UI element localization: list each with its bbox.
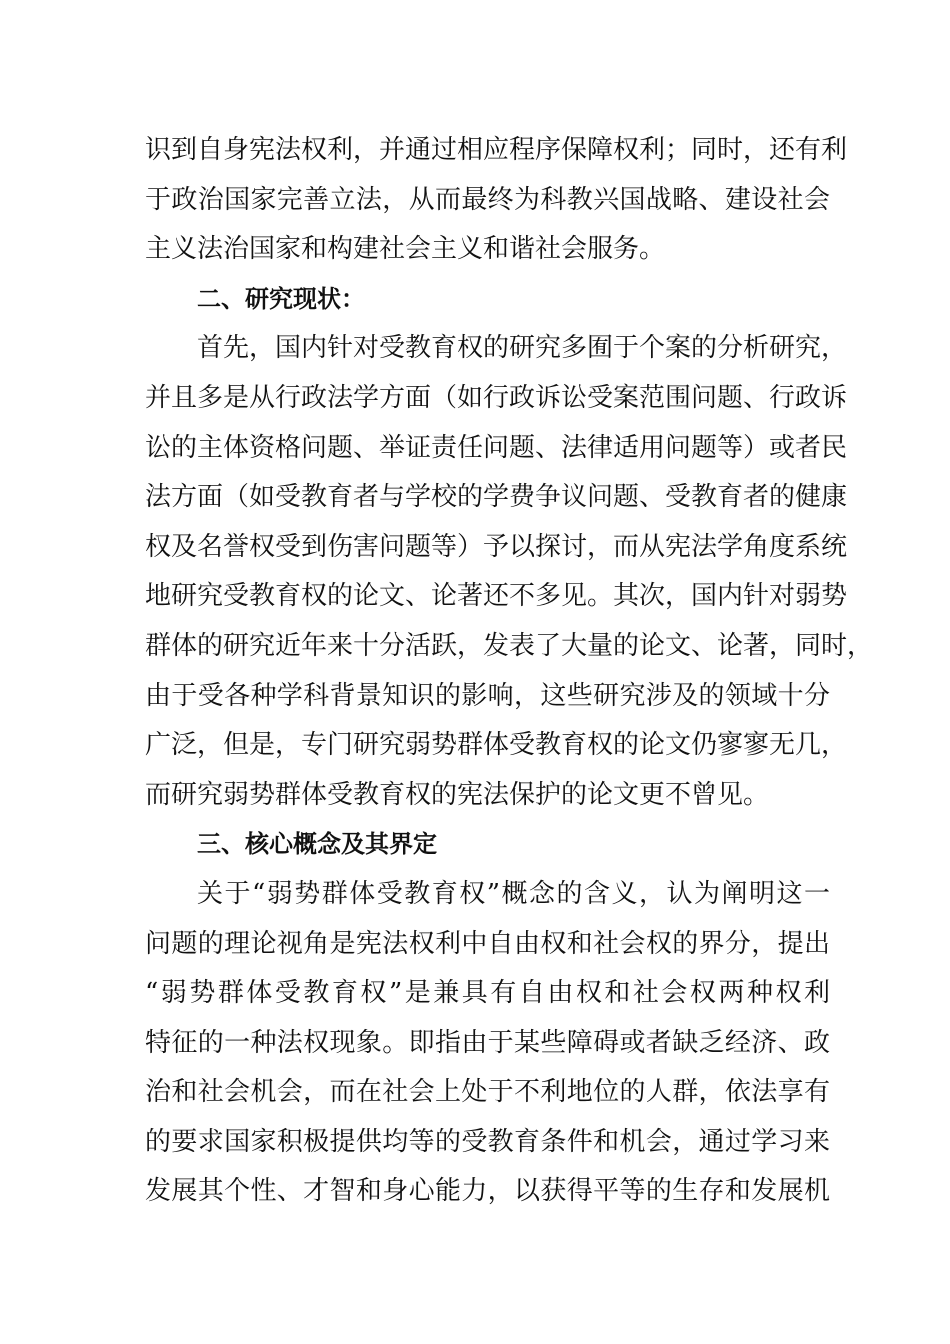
text-line: 首先，国内针对受教育权的研究多囿于个案的分析研究， [197,333,848,364]
section-heading-core-concepts: 三、核心概念及其界定 [197,830,437,859]
text-line: 的要求国家积极提供均等的受教育条件和机会，通过学习来 [145,1126,830,1157]
text-line: 识到自身宪法权利，并通过相应程序保障权利；同时，还有利 [145,135,848,165]
text-line: 问题的理论视角是宪法权利中自由权和社会权的界分，提出 [145,928,830,959]
paragraph-core-concepts [145,870,830,1217]
text-line: 地研究受教育权的论文、论著还不多见。其次，国内针对弱势 [145,581,848,612]
text-line: 广泛，但是，专门研究弱势群体受教育权的论文仍寥寥无几， [145,730,848,761]
text-line: “弱势群体受教育权”是兼具有自由权和社会权两种权利 [145,978,830,1009]
text-line: 特征的一种法权现象。即指由于某些障碍或者缺乏经济、政 [145,1027,830,1058]
text-line: 而研究弱势群体受教育权的宪法保护的论文更不曾见。 [145,779,770,810]
paragraph-research-status [145,324,874,820]
text-line: 主义法治国家和构建社会主义和谐社会服务。 [145,234,666,265]
text-line: 由于受各种学科背景知识的影响，这些研究涉及的领域十分 [145,680,830,711]
text-line: 于政治国家完善立法，从而最终为科教兴国战略、建设社会 [145,184,830,215]
text-line: 法方面（如受教育者与学校的学费争议问题、受教育者的健康 [145,482,848,513]
paragraph-intro-continuation [145,126,848,275]
text-line: 权及名誉权受到伤害问题等）予以探讨，而从宪法学角度系统 [145,531,848,562]
text-line: 讼的主体资格问题、举证责任问题、法律适用问题等）或者民 [145,432,848,463]
document-page [145,126,874,1217]
text-line: 关于“弱势群体受教育权”概念的含义，认为阐明这一 [197,878,830,909]
text-line: 发展其个性、才智和身心能力，以获得平等的生存和发展机 [145,1176,830,1207]
text-line: 群体的研究近年来十分活跃，发表了大量的论文、论著，同时， [145,630,874,661]
section-heading-research-status: 二、研究现状： [197,284,365,313]
text-line: 治和社会机会，而在社会上处于不利地位的人群，依法享有 [145,1077,830,1108]
text-line: 并且多是从行政法学方面（如行政诉讼受案范围问题、行政诉 [145,382,848,413]
